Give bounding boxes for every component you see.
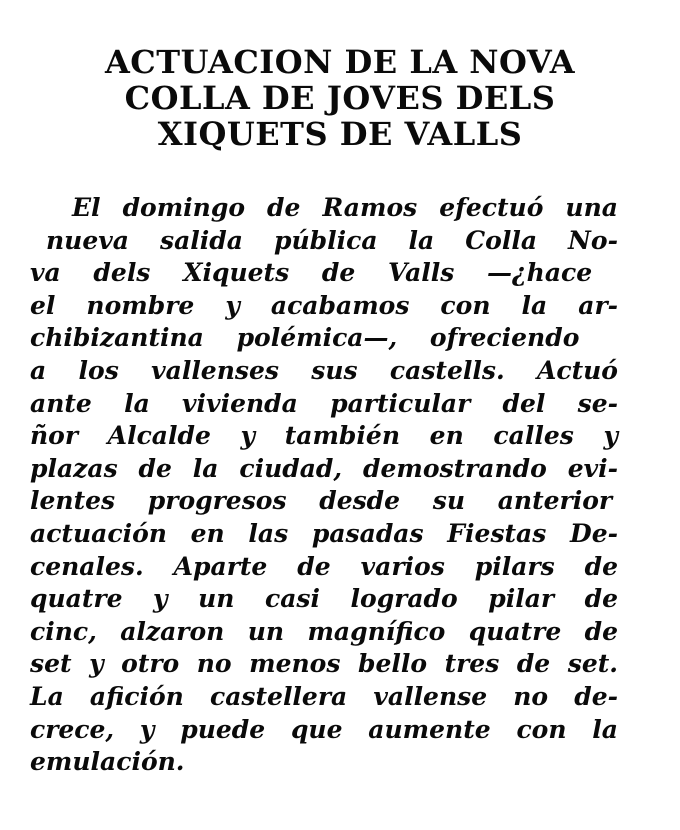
headline-line: COLLA DE JOVES DELS	[124, 79, 556, 117]
body-line-text: ñor Alcalde y también en calles y	[30, 421, 618, 451]
body-line-text: plazas de la ciudad, demostrando evi-	[30, 453, 618, 483]
body-line-text: actuación en las pasadas Fiestas De-	[30, 518, 619, 548]
body-line-text: lentes progresos desde su anterior	[30, 486, 613, 516]
body-line-text: cinc, alzaron un magnífico quatre de	[30, 616, 619, 646]
body-line	[0, 355, 680, 388]
body-line	[0, 453, 680, 486]
body-line-text: crece, y puede que aumente con la	[30, 714, 619, 744]
body-line-text: cenales. Aparte de varios pilars de	[30, 551, 618, 581]
body-line	[0, 746, 680, 779]
body-line	[0, 225, 680, 258]
body-line-text: set y otro no menos bello tres de set.	[30, 649, 618, 679]
body-line	[0, 518, 680, 551]
body-line-text: emulación.	[30, 747, 185, 777]
body-line-text: chibizantina polémica—, ofreciendo	[30, 323, 580, 353]
headline-line: ACTUACION DE LA NOVA	[104, 43, 576, 81]
body-line-text: ante la vivienda particular del se-	[30, 388, 619, 418]
body-line	[0, 192, 680, 225]
body-line	[0, 551, 680, 584]
body-line	[0, 420, 680, 453]
body-line	[0, 681, 680, 714]
body-line-text: a los vallenses sus castells. Actuó	[30, 355, 618, 385]
body-line	[0, 290, 680, 323]
body-line-text: quatre y un casi logrado pilar de	[30, 584, 619, 614]
body-line	[0, 485, 680, 518]
body-line	[0, 714, 680, 747]
headline-line: XIQUETS DE VALLS	[157, 115, 523, 153]
body-line	[0, 322, 680, 355]
article-body	[0, 192, 680, 779]
body-line-text: va dels Xiquets de Valls —¿hace	[30, 258, 593, 288]
body-line-text: El domingo de Ramos efectuó una	[72, 193, 618, 222]
body-line	[0, 648, 680, 681]
article-headline	[40, 44, 640, 152]
body-line	[0, 257, 680, 290]
body-line-text: nueva salida pública la Colla No-	[46, 225, 618, 255]
body-line	[0, 583, 680, 616]
body-line	[0, 388, 680, 421]
body-line-text: La afición castellera vallense no de-	[30, 681, 619, 711]
body-line-text: el nombre y acabamos con la ar-	[30, 290, 619, 320]
body-line	[0, 616, 680, 649]
